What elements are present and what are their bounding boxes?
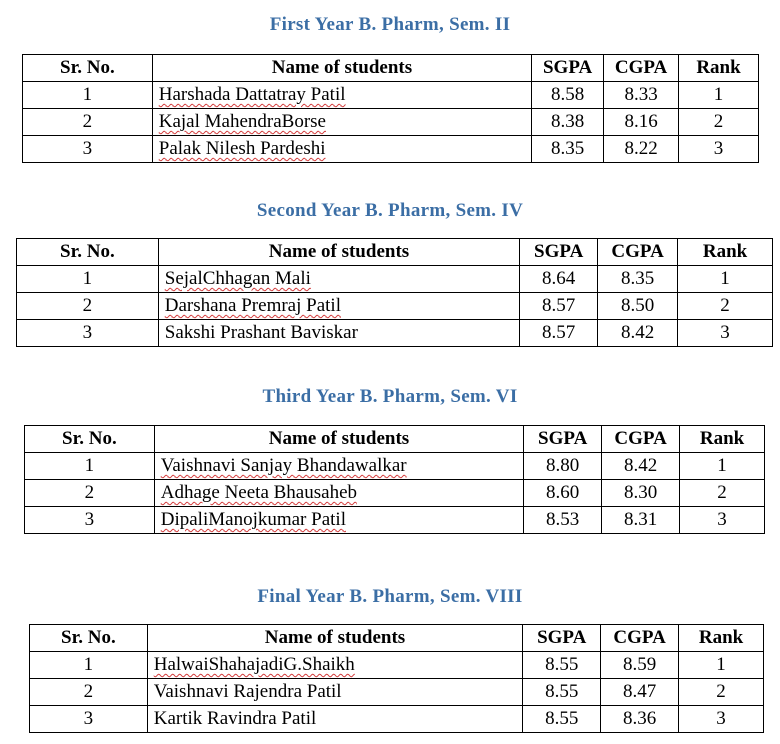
rank-cell: 3: [679, 136, 759, 163]
student-name: Vaishnavi Sanjay Bhandawalkar: [160, 455, 407, 476]
rank-cell: 3: [679, 706, 764, 733]
table-header-row: [23, 55, 759, 82]
sgpa-cell: 8.58: [532, 82, 604, 109]
cgpa-cell: 8.50: [598, 293, 678, 320]
student-name-cell: [154, 480, 523, 507]
rank-cell: 2: [680, 480, 765, 507]
student-name: Harshada Dattatray Patil: [158, 84, 346, 105]
rank-cell: 3: [680, 507, 765, 534]
header-rank: Rank: [679, 55, 759, 82]
results-table-third-year: [24, 425, 765, 534]
header-sr-no: Sr. No.: [25, 426, 155, 453]
rank-cell: 3: [678, 320, 773, 347]
table-row: [23, 136, 759, 163]
sgpa-cell: 8.55: [523, 706, 601, 733]
header-cgpa: CGPA: [602, 426, 680, 453]
student-name-cell: [154, 453, 523, 480]
sr-no-cell: 1: [23, 82, 153, 109]
table-row: [25, 453, 765, 480]
cgpa-cell: 8.16: [604, 109, 679, 136]
table-row: [30, 652, 764, 679]
header-name: Name of students: [152, 55, 531, 82]
section-title-third-year: Third Year B. Pharm, Sem. VI: [262, 386, 518, 407]
rank-cell: 1: [680, 453, 765, 480]
student-name: SejalChhagan Mali: [164, 268, 311, 289]
section-title-second-year: Second Year B. Pharm, Sem. IV: [256, 200, 524, 221]
cgpa-cell: 8.22: [604, 136, 679, 163]
sgpa-cell: 8.38: [532, 109, 604, 136]
section-title-first-year: First Year B. Pharm, Sem. II: [269, 14, 511, 35]
student-name-cell: [147, 706, 523, 733]
sgpa-cell: 8.57: [520, 293, 598, 320]
table-row: [17, 266, 773, 293]
header-rank: Rank: [679, 625, 764, 652]
cgpa-cell: 8.33: [604, 82, 679, 109]
table-row: [17, 293, 773, 320]
cgpa-cell: 8.30: [602, 480, 680, 507]
student-name: HalwaiShahajadiG.Shaikh: [153, 654, 355, 675]
rank-cell: 1: [678, 266, 773, 293]
table-row: [23, 82, 759, 109]
sr-no-cell: 3: [25, 507, 155, 534]
header-rank: Rank: [678, 239, 773, 266]
student-name: Adhage Neeta Bhausaheb: [160, 482, 358, 503]
student-name: Palak Nilesh Pardeshi: [158, 138, 326, 159]
sr-no-cell: 3: [23, 136, 153, 163]
table-row: [17, 320, 773, 347]
student-name: Kajal MahendraBorse: [158, 111, 326, 132]
sgpa-cell: 8.55: [523, 679, 601, 706]
header-sgpa: SGPA: [520, 239, 598, 266]
rank-cell: 1: [679, 82, 759, 109]
sgpa-cell: 8.57: [520, 320, 598, 347]
student-name-cell: [152, 82, 531, 109]
student-name-cell: [147, 679, 523, 706]
sgpa-cell: 8.35: [532, 136, 604, 163]
rank-cell: 2: [678, 293, 773, 320]
table-row: [25, 480, 765, 507]
student-name-cell: [158, 293, 519, 320]
header-sgpa: SGPA: [523, 625, 601, 652]
results-table-second-year: [16, 238, 773, 347]
table-header-row: [17, 239, 773, 266]
rank-cell: 1: [679, 652, 764, 679]
header-cgpa: CGPA: [601, 625, 679, 652]
sr-no-cell: 3: [30, 706, 148, 733]
student-name-cell: [154, 507, 523, 534]
student-name: Vaishnavi Rajendra Patil: [153, 681, 342, 702]
sgpa-cell: 8.80: [524, 453, 602, 480]
student-name-cell: [152, 136, 531, 163]
student-name: DipaliManojkumar Patil: [160, 509, 346, 530]
cgpa-cell: 8.59: [601, 652, 679, 679]
header-sr-no: Sr. No.: [17, 239, 159, 266]
sgpa-cell: 8.60: [524, 480, 602, 507]
cgpa-cell: 8.47: [601, 679, 679, 706]
rank-cell: 2: [679, 679, 764, 706]
sgpa-cell: 8.64: [520, 266, 598, 293]
cgpa-cell: 8.35: [598, 266, 678, 293]
sgpa-cell: 8.55: [523, 652, 601, 679]
table-row: [23, 109, 759, 136]
header-rank: Rank: [680, 426, 765, 453]
student-name-cell: [158, 266, 519, 293]
student-name-cell: [147, 652, 523, 679]
sr-no-cell: 1: [25, 453, 155, 480]
student-name-cell: [152, 109, 531, 136]
sr-no-cell: 2: [23, 109, 153, 136]
header-sr-no: Sr. No.: [30, 625, 148, 652]
rank-cell: 2: [679, 109, 759, 136]
header-cgpa: CGPA: [604, 55, 679, 82]
cgpa-cell: 8.31: [602, 507, 680, 534]
header-name: Name of students: [154, 426, 523, 453]
table-row: [25, 507, 765, 534]
sr-no-cell: 2: [17, 293, 159, 320]
student-name: Kartik Ravindra Patil: [153, 708, 317, 729]
student-name: Darshana Premraj Patil: [164, 295, 341, 316]
results-table-final-year: [29, 624, 764, 733]
header-name: Name of students: [158, 239, 519, 266]
sr-no-cell: 2: [30, 679, 148, 706]
student-name: Sakshi Prashant Baviskar: [164, 322, 358, 343]
sr-no-cell: 1: [30, 652, 148, 679]
sr-no-cell: 2: [25, 480, 155, 507]
cgpa-cell: 8.42: [602, 453, 680, 480]
sr-no-cell: 3: [17, 320, 159, 347]
sr-no-cell: 1: [17, 266, 159, 293]
cgpa-cell: 8.36: [601, 706, 679, 733]
sgpa-cell: 8.53: [524, 507, 602, 534]
header-cgpa: CGPA: [598, 239, 678, 266]
results-table-first-year: [22, 54, 759, 163]
table-row: [30, 706, 764, 733]
header-sgpa: SGPA: [532, 55, 604, 82]
header-name: Name of students: [147, 625, 523, 652]
header-sgpa: SGPA: [524, 426, 602, 453]
student-name-cell: [158, 320, 519, 347]
table-header-row: [25, 426, 765, 453]
header-sr-no: Sr. No.: [23, 55, 153, 82]
table-row: [30, 679, 764, 706]
table-header-row: [30, 625, 764, 652]
section-title-final-year: Final Year B. Pharm, Sem. VIII: [257, 586, 523, 607]
cgpa-cell: 8.42: [598, 320, 678, 347]
